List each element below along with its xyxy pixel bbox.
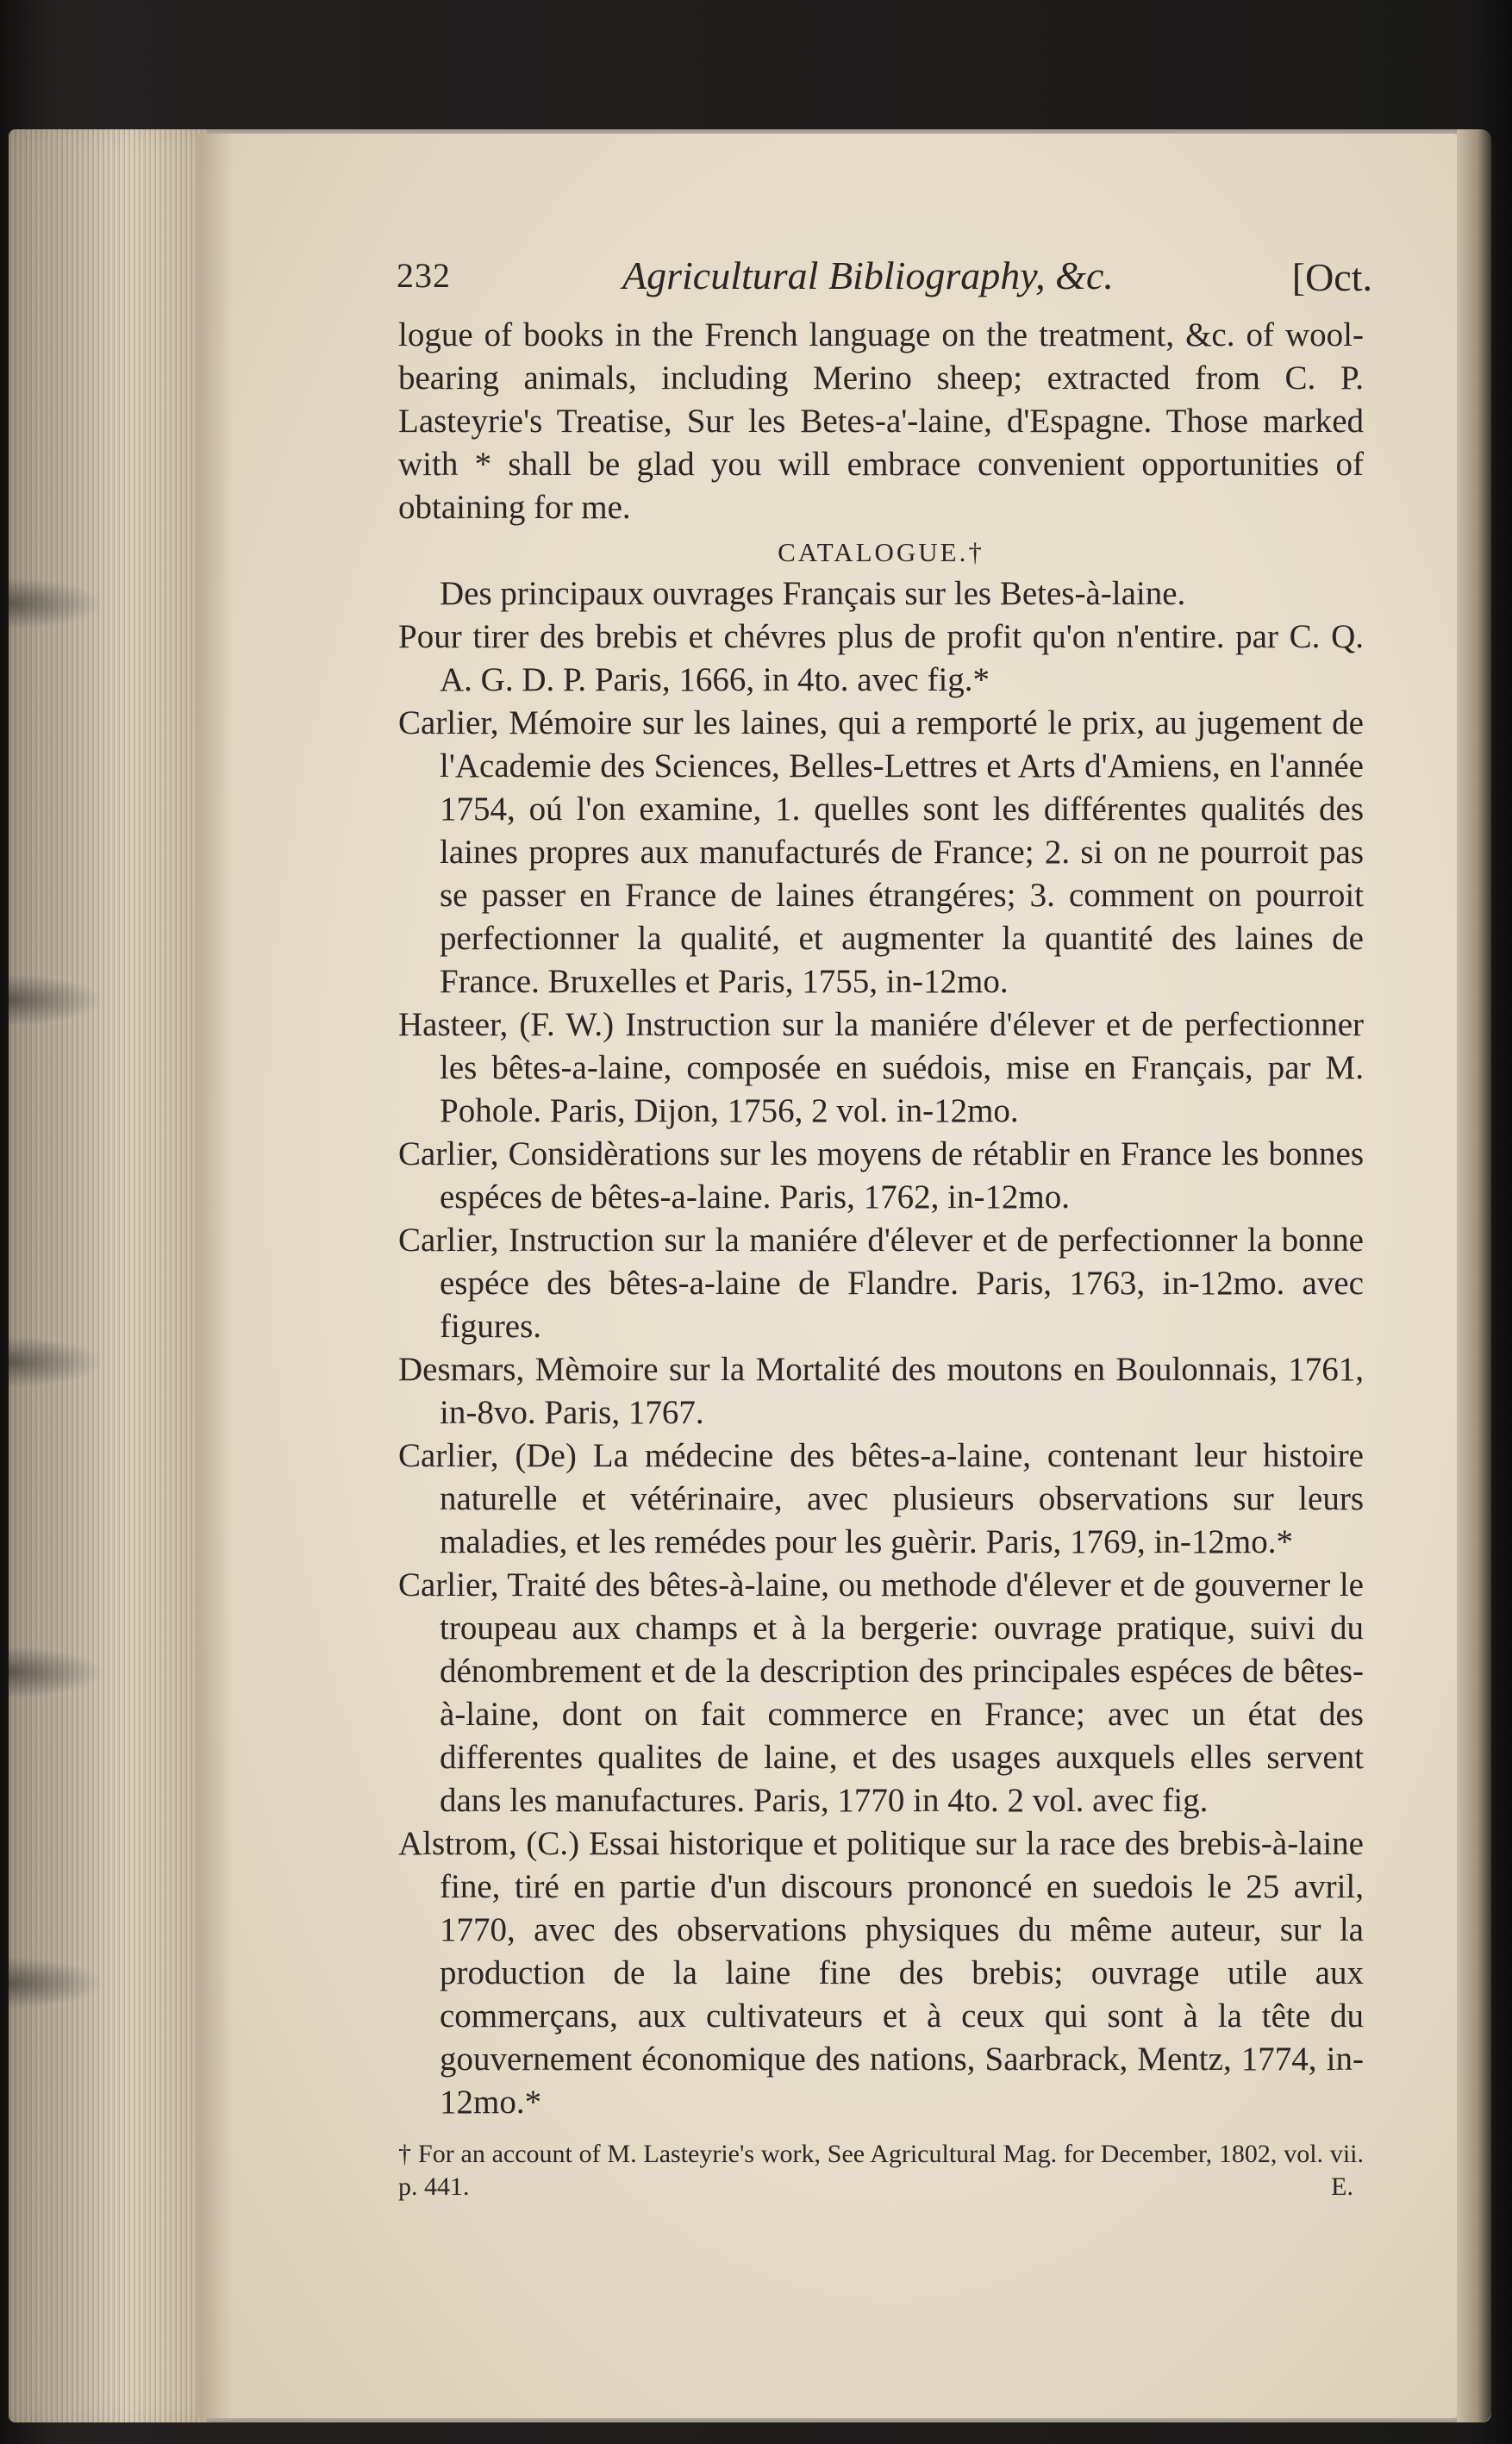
edge-stain [9, 1336, 103, 1388]
catalogue-entry: Hasteer, (F. W.) Instruction sur la maniére d'élever et de perfectionner les bêtes-a-laine, composée en suédois, mise en Français, par M. Pohole. Paris, Dijon, 1756, 2 vol. in-12mo. [398, 1006, 1364, 1129]
page-edges [9, 129, 207, 2422]
page-content [397, 250, 1372, 2203]
catalogue-heading: CATALOGUE.† [778, 537, 984, 567]
edge-stain [9, 974, 103, 1026]
footnote [398, 2138, 1364, 2203]
running-head [397, 250, 1372, 302]
footnote-text: † For an account of M. Lasteyrie's work, See Agricultural Mag. for December, 1802, vol. vii. p. 441. [398, 2140, 1364, 2201]
edge-stain [9, 1957, 103, 2009]
edge-stain [9, 1647, 103, 1698]
catalogue-entry: Carlier, Traité des bêtes-à-laine, ou methode d'élever et de gouverner le troupeau aux champs et à la bergerie: ouvrage pratique, suivi du dénombrement et de la description des principales espéces de bêtes-à-laine, dont on fait commerce en France; avec un état des differentes qualites de laine, et des usages auxquels elles servent dans les manufactures. Paris, 1770 in 4to. 2 vol. avec fig. [398, 1566, 1364, 1819]
catalogue-entry: Carlier, Considèrations sur les moyens de rétablir en France les bonnes espéces de bêtes-a-laine. Paris, 1762, in-12mo. [398, 1135, 1364, 1216]
catalogue-entry: Carlier, Mémoire sur les laines, qui a remporté le prix, au jugement de l'Academie des Sciences, Belles-Lettres et Arts d'Amiens, en l'année 1754, oú l'on examine, 1. quelles sont les différentes qualités des laines propres aux manufacturés de France; 2. si on ne pourroit pas se passer en France de laines étrangéres; 3. comment on pourroit perfectionner la qualité, et augmenter la quantité des laines de France. Bruxelles et Paris, 1755, in-12mo. [398, 704, 1364, 1000]
edge-stain [9, 578, 103, 629]
intro-paragraph: logue of books in the French language on the treatment, &c. of wool-bearing animals, including Merino sheep; extracted from C. P. Lasteyrie's Treatise, Sur les Betes-a'-laine, d'Espagne. Those marked with * shall be glad you will embrace convenient opportunities of obtaining for me. [398, 316, 1364, 526]
catalogue-entry: Desmars, Mèmoire sur la Mortalité des moutons en Boulonnais, 1761, in-8vo. Paris, 1767. [398, 1351, 1364, 1431]
catalogue-entry: Pour tirer des brebis et chévres plus de profit qu'on n'entire. par C. Q. A. G. D. P. Paris, 1666, in 4to. avec fig.* [398, 618, 1364, 698]
footnote-signature: E. [1331, 2172, 1353, 2201]
body-text [398, 314, 1364, 2124]
page-number: 232 [397, 256, 451, 295]
catalogue-entry: Alstrom, (C.) Essai historique et politique sur la race des brebis-à-laine fine, tiré en partie d'un discours prononcé en suedois le 25 avril, 1770, avec des observations physiques du même auteur, sur la production de la laine fine des brebis; ouvrage utile aux commerçans, aux cultivateurs et à ceux qui sont à la tête du gouvernement économique des nations, Saarbrack, Mentz, 1774, in-12mo.* [398, 1825, 1364, 2121]
running-head-month: [Oct. [1291, 255, 1372, 299]
running-head-title: Agricultural Bibliography, &c. [622, 253, 1114, 297]
page-right-edge [1457, 129, 1491, 2422]
catalogue-subtitle: Des principaux ouvrages Français sur les Betes-à-laine. [440, 575, 1186, 612]
catalogue-entry: Carlier, Instruction sur la maniére d'élever et de perfectionner la bonne espéce des bêtes-a-laine de Flandre. Paris, 1763, in-12mo. avec figures. [398, 1222, 1364, 1345]
catalogue-entry: Carlier, (De) La médecine des bêtes-a-laine, contenant leur histoire naturelle et vétérinaire, avec plusieurs observations sur leurs maladies, et les remédes pour les guèrir. Paris, 1769, in-12mo.* [398, 1437, 1364, 1560]
